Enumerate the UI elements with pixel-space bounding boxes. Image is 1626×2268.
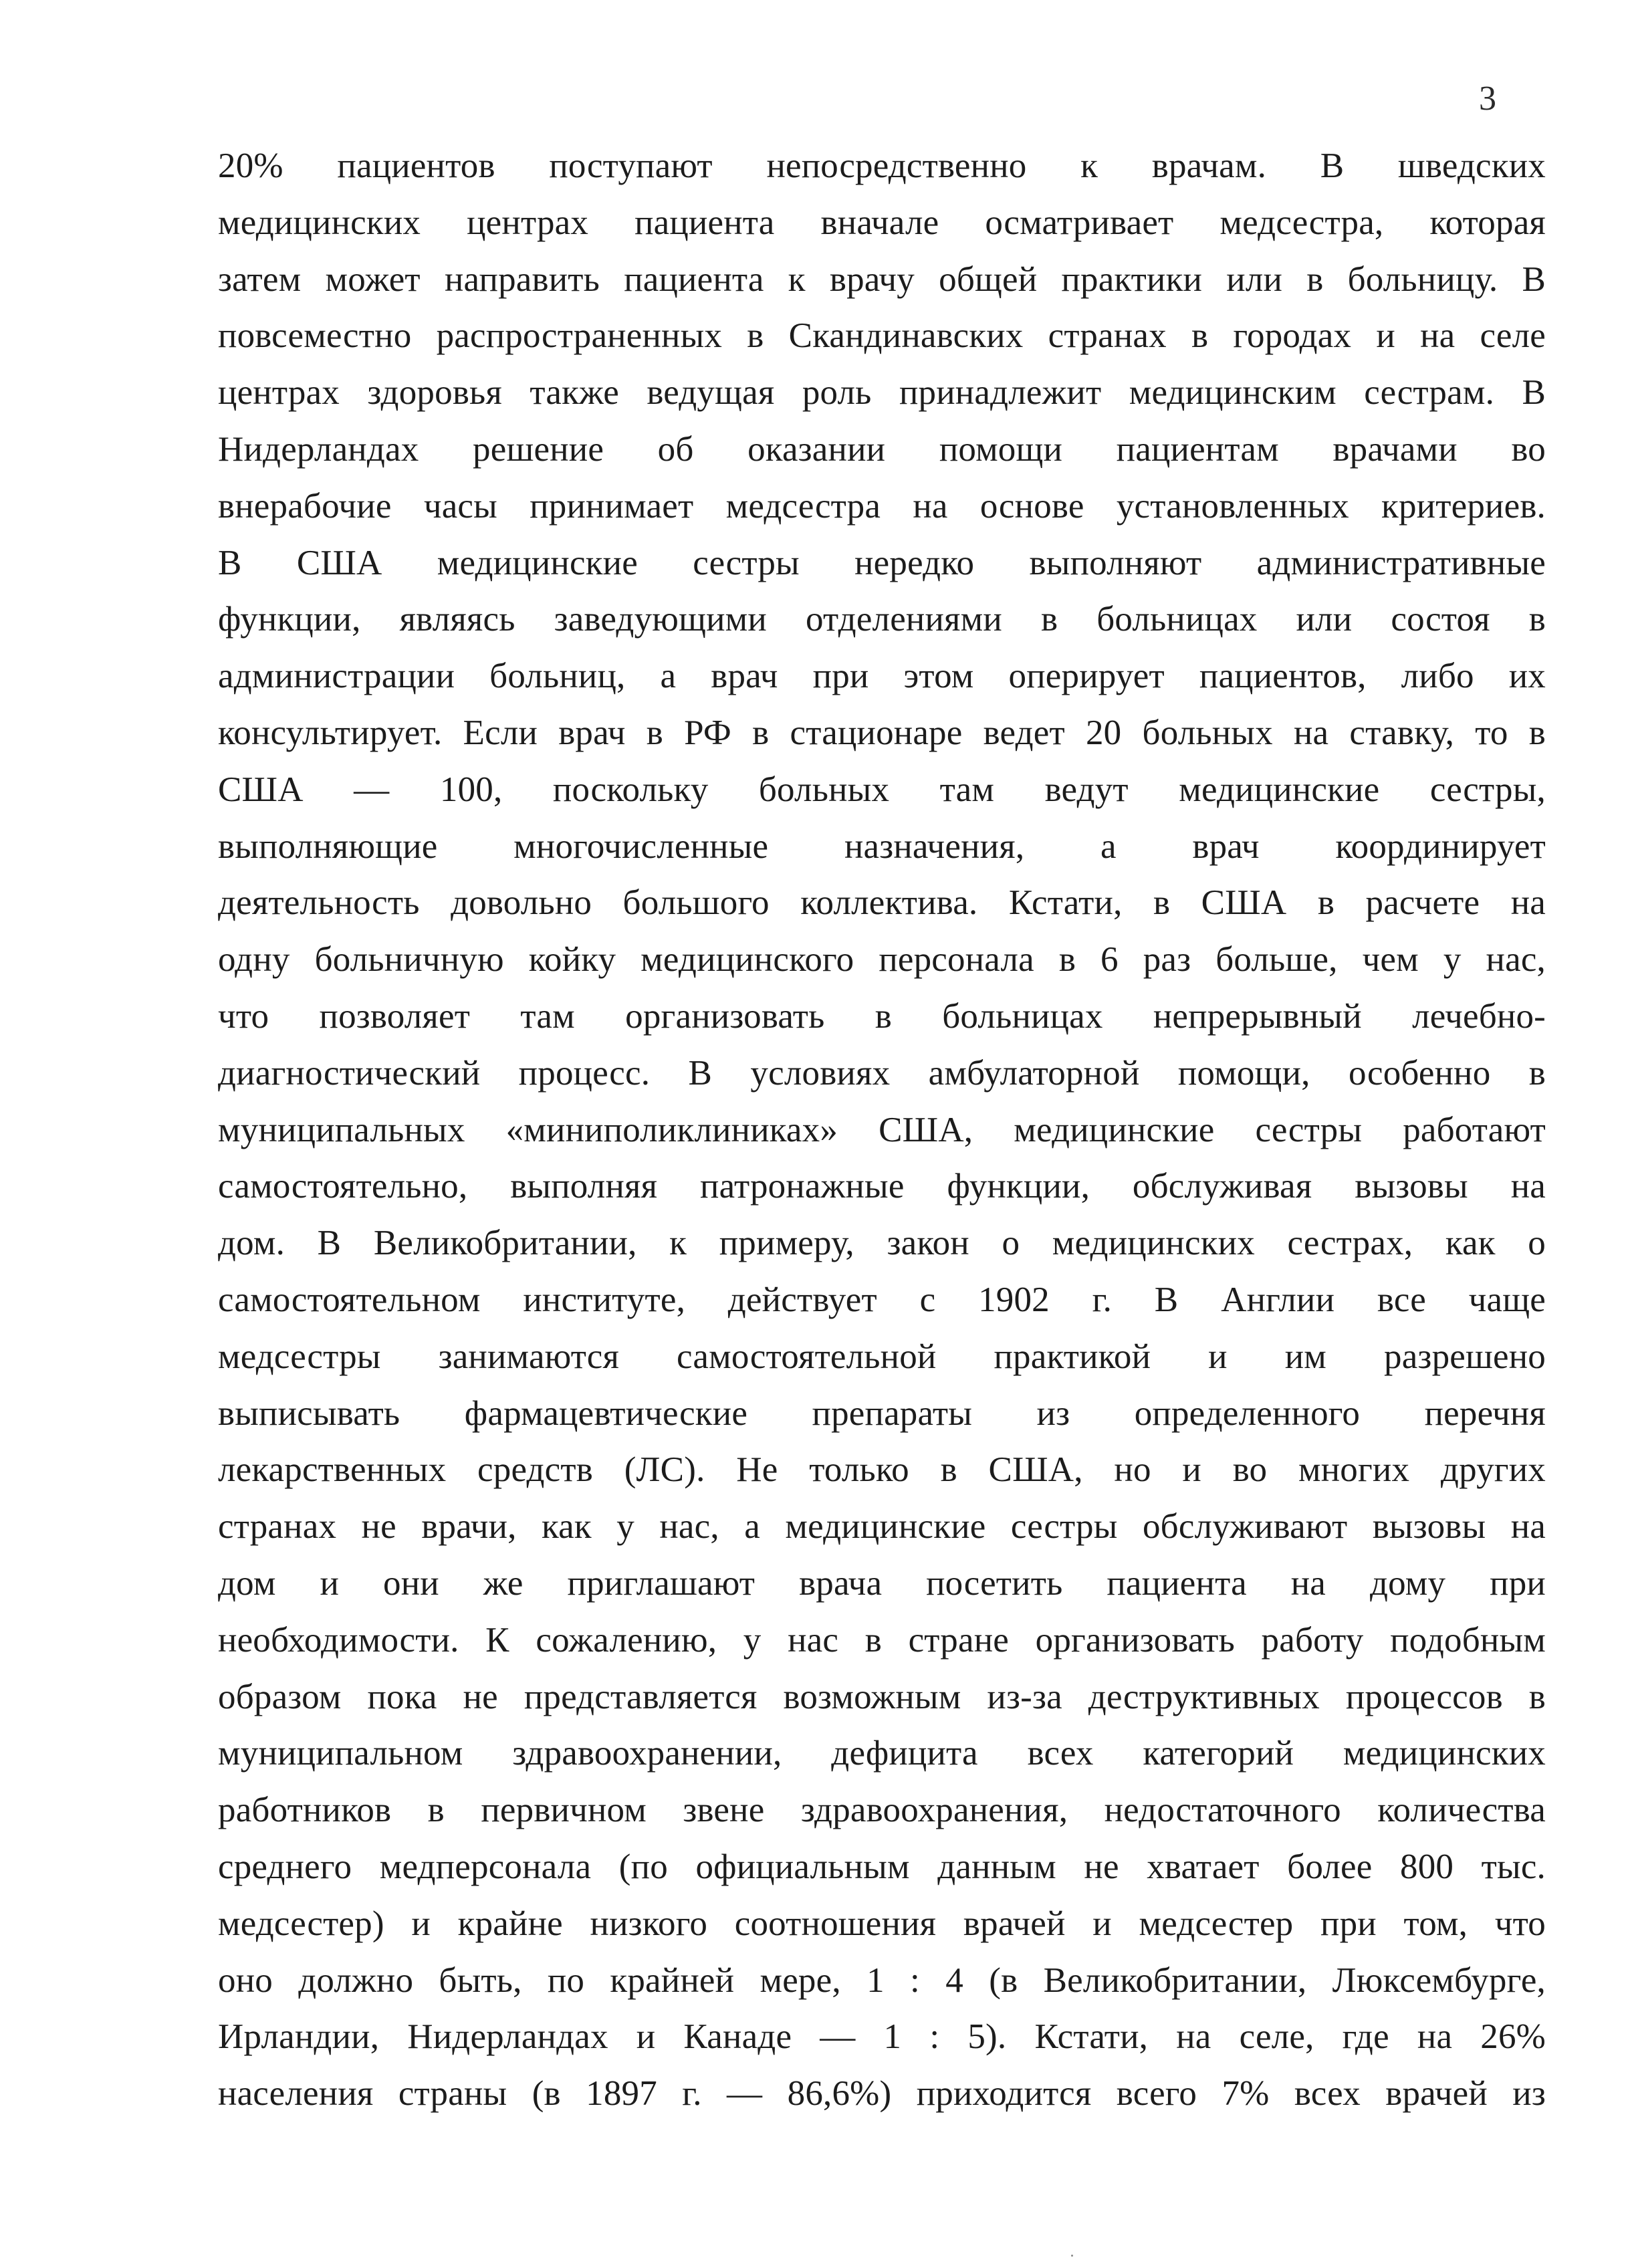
text-line: работников в первичном звене здравоохранения, недостаточного количества (218, 1791, 1546, 1830)
text-line: 20% пациентов поступают непосредственно к врачам. В шведских (218, 146, 1546, 185)
text-line: выполняющие многочисленные назначения, а врач координирует (218, 826, 1546, 866)
text-line: затем может направить пациента к врачу общей практики или в больницу. В (218, 259, 1546, 299)
text-line: среднего медперсонала (по официальным данным не хватает более 800 тыс. (218, 1847, 1546, 1886)
text-line: медицинских центрах пациента вначале осматривает медсестра, которая (218, 203, 1546, 242)
text-line: медсестер) и крайне низкого соотношения врачей и медсестер при том, что (218, 1904, 1546, 1943)
text-line: самостоятельном институте, действует с 1902 г. В Англии все чаще (218, 1280, 1546, 1319)
text-line: населения страны (в 1897 г. — 86,6%) приходится всего 7% всех врачей из (218, 2074, 1546, 2114)
text-line: необходимости. К сожалению, у нас в стране организовать работу подобным (218, 1620, 1546, 1660)
text-line: диагностический процесс. В условиях амбулаторной помощи, особенно в (218, 1053, 1546, 1093)
text-line: дом. В Великобритании, к примеру, закон о медицинских сестрах, как о (218, 1224, 1546, 1263)
text-line: оно должно быть, по крайней мере, 1 : 4 (в Великобритании, Люксембурге, (218, 1960, 1546, 2000)
text-line: самостоятельно, выполняя патронажные функции, обслуживая вызовы на (218, 1167, 1546, 1206)
text-line: Нидерландах решение об оказании помощи пациентам врачами во (218, 429, 1546, 469)
text-line: функции, являясь заведующими отделениями в больницах или состоя в (218, 600, 1546, 639)
body-text (218, 138, 1546, 2122)
text-line: муниципальном здравоохранении, дефицита всех категорий медицинских (218, 1734, 1546, 1773)
scan-speck (1071, 2255, 1073, 2257)
text-line: муниципальных «миниполиклиниках» США, медицинские сестры работают (218, 1110, 1546, 1149)
text-line: Ирландии, Нидерландах и Канаде — 1 : 5). Кстати, на селе, где на 26% (218, 2017, 1546, 2057)
text-line: внерабочие часы принимает медсестра на основе установленных критериев. (218, 486, 1546, 526)
text-line: выписывать фармацевтические препараты из определенного перечня (218, 1393, 1546, 1433)
text-line: США — 100, поскольку больных там ведут медицинские сестры, (218, 770, 1546, 809)
text-line: В США медицинские сестры нередко выполняют административные (218, 543, 1546, 582)
text-line: консультирует. Если врач в РФ в стационаре ведет 20 больных на ставку, то в (218, 713, 1546, 752)
text-line: деятельность довольно большого коллектива. Кстати, в США в расчете на (218, 883, 1546, 923)
text-line: администрации больниц, а врач при этом оперирует пациентов, либо их (218, 657, 1546, 696)
text-line: лекарственных средств (ЛС). Не только в США, но и во многих другиx (218, 1450, 1546, 1490)
text-line: что позволяет там организовать в больницах непрерывный лечебно- (218, 996, 1546, 1036)
text-line: дом и они же приглашают врача посетить пациента на дому при (218, 1563, 1546, 1603)
text-line: центрах здоровья также ведущая роль принадлежит медицинским сестрам. В (218, 373, 1546, 413)
text-line: повсеместно распространенных в Скандинавских странах в городах и на селе (218, 316, 1546, 356)
text-line: странах не врачи, как у нас, а медицинские сестры обслуживают вызовы на (218, 1507, 1546, 1547)
text-line: образом пока не представляется возможным из-за деструктивных процессов в (218, 1677, 1546, 1716)
text-line: одну больничную койку медицинского персонала в 6 раз больше, чем у нас, (218, 940, 1546, 980)
text-line: медсестры занимаются самостоятельной практикой и им разрешено (218, 1337, 1546, 1376)
page-number: 3 (1479, 80, 1496, 118)
